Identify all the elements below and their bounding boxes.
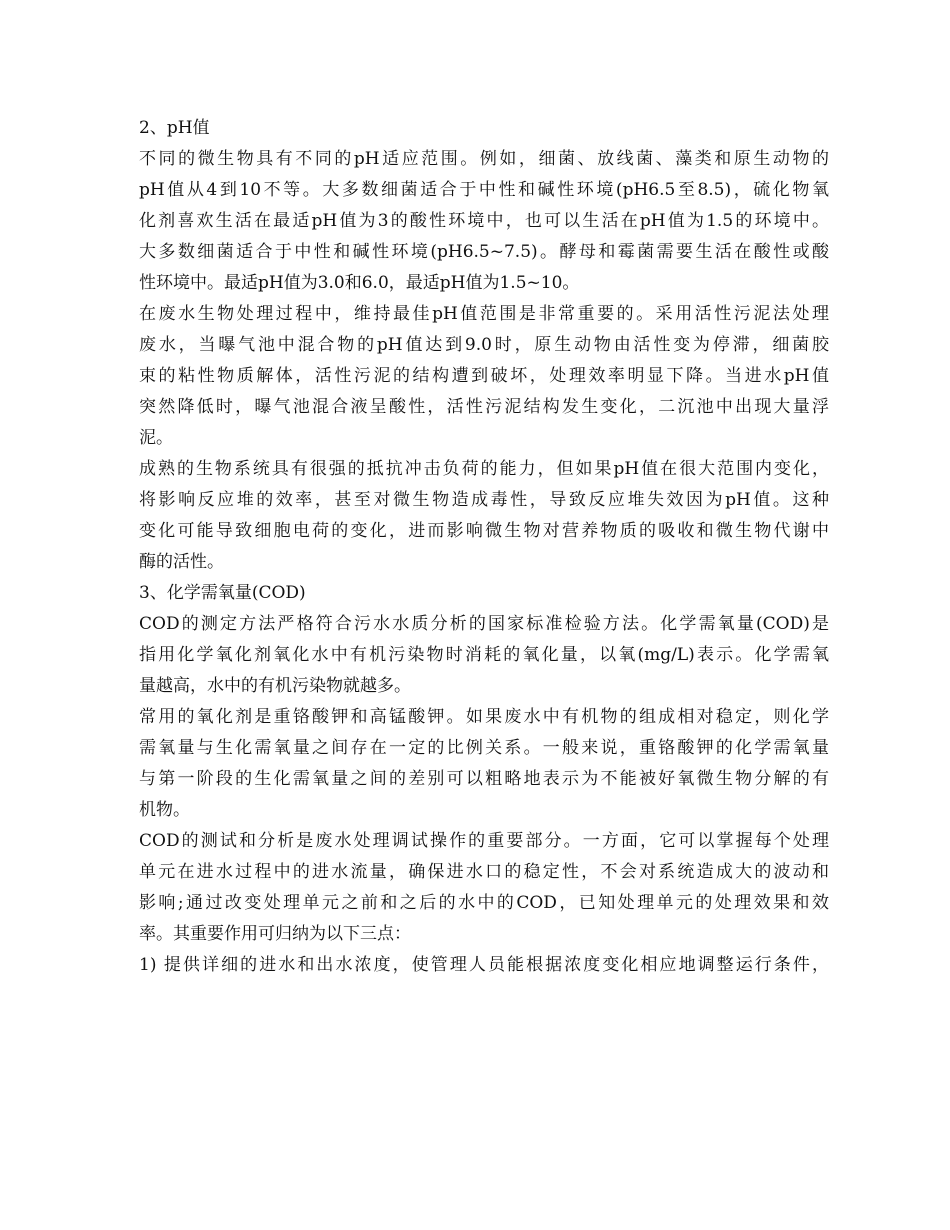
text-line: 指用化学氧化剂氧化水中有机污染物时消耗的氧化量，以氧(mg/L)表示。化学需氧 <box>139 645 829 665</box>
text-line: 化剂喜欢生活在最适pH值为3的酸性环境中，也可以生活在pH值为1.5的环境中。 <box>139 211 829 231</box>
text-line: 将影响反应堆的效率，甚至对微生物造成毒性，导致反应堆失效因为pH值。这种 <box>139 490 829 510</box>
text-line: 废水，当曝气池中混合物的pH值达到9.0时，原生动物由活性变为停滞，细菌胶 <box>139 335 829 355</box>
section-heading-ph: 2、pH值 <box>139 118 210 138</box>
text-line: 变化可能导致细胞电荷的变化，进而影响微生物对营养物质的吸收和微生物代谢中 <box>139 521 829 541</box>
text-line: 酶的活性。 <box>139 552 224 572</box>
text-line: 影响;通过改变处理单元之前和之后的水中的COD，已知处理单元的处理效果和效 <box>139 893 829 913</box>
text-line: 率。其重要作用可归纳为以下三点： <box>139 924 411 944</box>
text-line: 常用的氧化剂是重铬酸钾和高锰酸钾。如果废水中有机物的组成相对稳定，则化学 <box>139 707 829 727</box>
text-line: pH值从4到10不等。大多数细菌适合于中性和碱性环境(pH6.5至8.5)，硫化物氧 <box>139 180 829 200</box>
text-line: 量越高，水中的有机污染物就越多。 <box>139 676 411 696</box>
document-body <box>139 113 829 981</box>
text-line: COD的测定方法严格符合污水水质分析的国家标准检验方法。化学需氧量(COD)是 <box>139 614 829 634</box>
text-line: COD的测试和分析是废水处理调试操作的重要部分。一方面，它可以掌握每个处理 <box>139 831 829 851</box>
text-line: 与第一阶段的生化需氧量之间的差别可以粗略地表示为不能被好氧微生物分解的有 <box>139 769 829 789</box>
text-line: 泥。 <box>139 428 173 448</box>
text-line: 在废水生物处理过程中，维持最佳pH值范围是非常重要的。采用活性污泥法处理 <box>139 304 829 324</box>
section-heading-cod: 3、化学需氧量(COD) <box>139 583 306 603</box>
text-line: 单元在进水过程中的进水流量，确保进水口的稳定性，不会对系统造成大的波动和 <box>139 862 829 882</box>
list-item: 1) 提供详细的进水和出水浓度，使管理人员能根据浓度变化相应地调整运行条件， <box>139 955 829 975</box>
text-line: 成熟的生物系统具有很强的抵抗冲击负荷的能力，但如果pH值在很大范围内变化， <box>139 459 829 479</box>
text-line: 需氧量与生化需氧量之间存在一定的比例关系。一般来说，重铬酸钾的化学需氧量 <box>139 738 829 758</box>
text-line: 束的粘性物质解体，活性污泥的结构遭到破坏，处理效率明显下降。当进水pH值 <box>139 366 829 386</box>
text-line: 突然降低时，曝气池混合液呈酸性，活性污泥结构发生变化，二沉池中出现大量浮 <box>139 397 829 417</box>
text-line: 不同的微生物具有不同的pH适应范围。例如，细菌、放线菌、藻类和原生动物的 <box>139 149 829 169</box>
text-line: 机物。 <box>139 800 190 820</box>
text-line: 性环境中。最适pH值为3.0和6.0，最适pH值为1.5~10。 <box>139 273 580 293</box>
text-line: 大多数细菌适合于中性和碱性环境(pH6.5~7.5)。酵母和霉菌需要生活在酸性或酸 <box>139 242 829 262</box>
